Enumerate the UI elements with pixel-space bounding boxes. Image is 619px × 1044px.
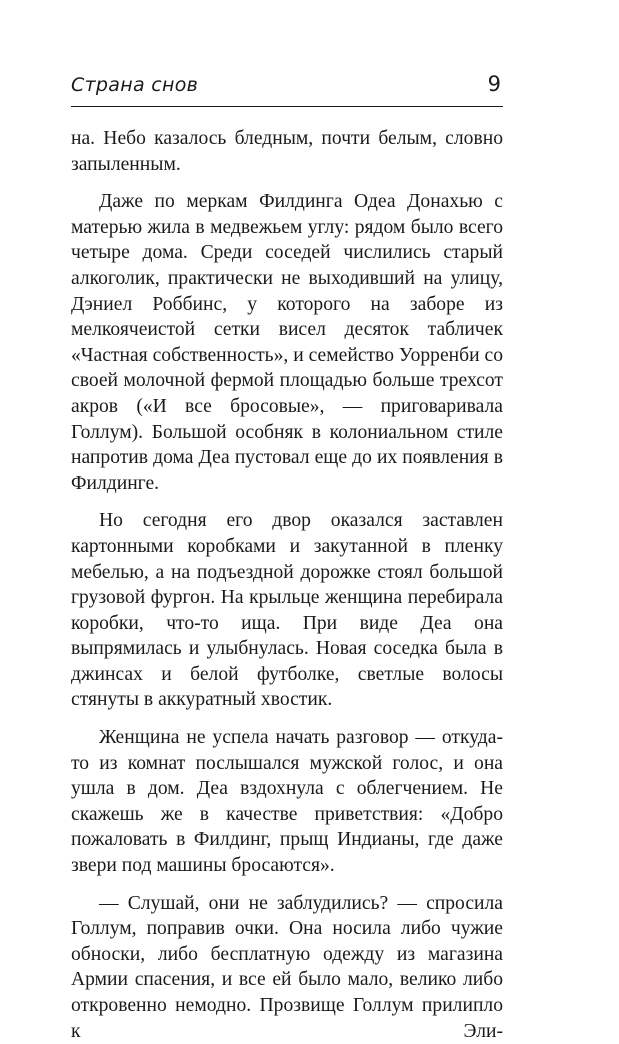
paragraph: Женщина не успела начать разговор — откуда-то из комнат послышался мужской голос, и она ушла в дом. Деа вздохнула с облегчением. Не скажешь же в качестве приветствия: «Добро пожаловать в Филдинг, прыщ Индианы, где даже звери под машины бросаются». xyxy=(71,727,503,877)
page-number: 9 xyxy=(487,72,501,96)
header-divider xyxy=(71,106,503,107)
body-text xyxy=(71,126,503,1044)
paragraph: Даже по меркам Филдинга Одеа Донахью с матерью жила в медвежьем углу: рядом было всего четыре дома. Среди соседей числились старый алкоголик, практически не выходивший на улицу, Дэниел Роббинс, у которого на заборе из мелкоячеистой сетки висел десяток табличек «Частная собственность», и семейство Уорренби со своей молочной фермой площадью больше трехсот акров («И все бросовые», — приговаривала Голлум). Большой особняк в колониальном стиле напротив дома Деа пустовал еще до их появления в Филдинге. xyxy=(71,191,503,494)
page-header xyxy=(71,72,503,102)
paragraph: Но сегодня его двор оказался заставлен картонными коробками и закутанной в пленку мебелью, а на подъездной дорожке стоял большой грузовой фургон. На крыльце женщина перебирала коробки, что-то ища. При виде Деа она выпрямилась и улыбнулась. Новая соседка была в джинсах и белой футболке, светлые волосы стянуты в аккуратный хвостик. xyxy=(71,510,503,711)
paragraph: — Слушай, они не заблудились? — спросила Голлум, поправив очки. Она носила либо чужие обноски, либо бесплатную одежду из магазина Армии спасения, и все ей было мало, велико либо откровенно немодно. Прозвище Голлум прилипло к Эли- xyxy=(71,892,503,1042)
running-title: Страна снов xyxy=(71,74,199,96)
paragraph: на. Небо казалось бледным, почти белым, словно запыленным. xyxy=(71,128,503,175)
